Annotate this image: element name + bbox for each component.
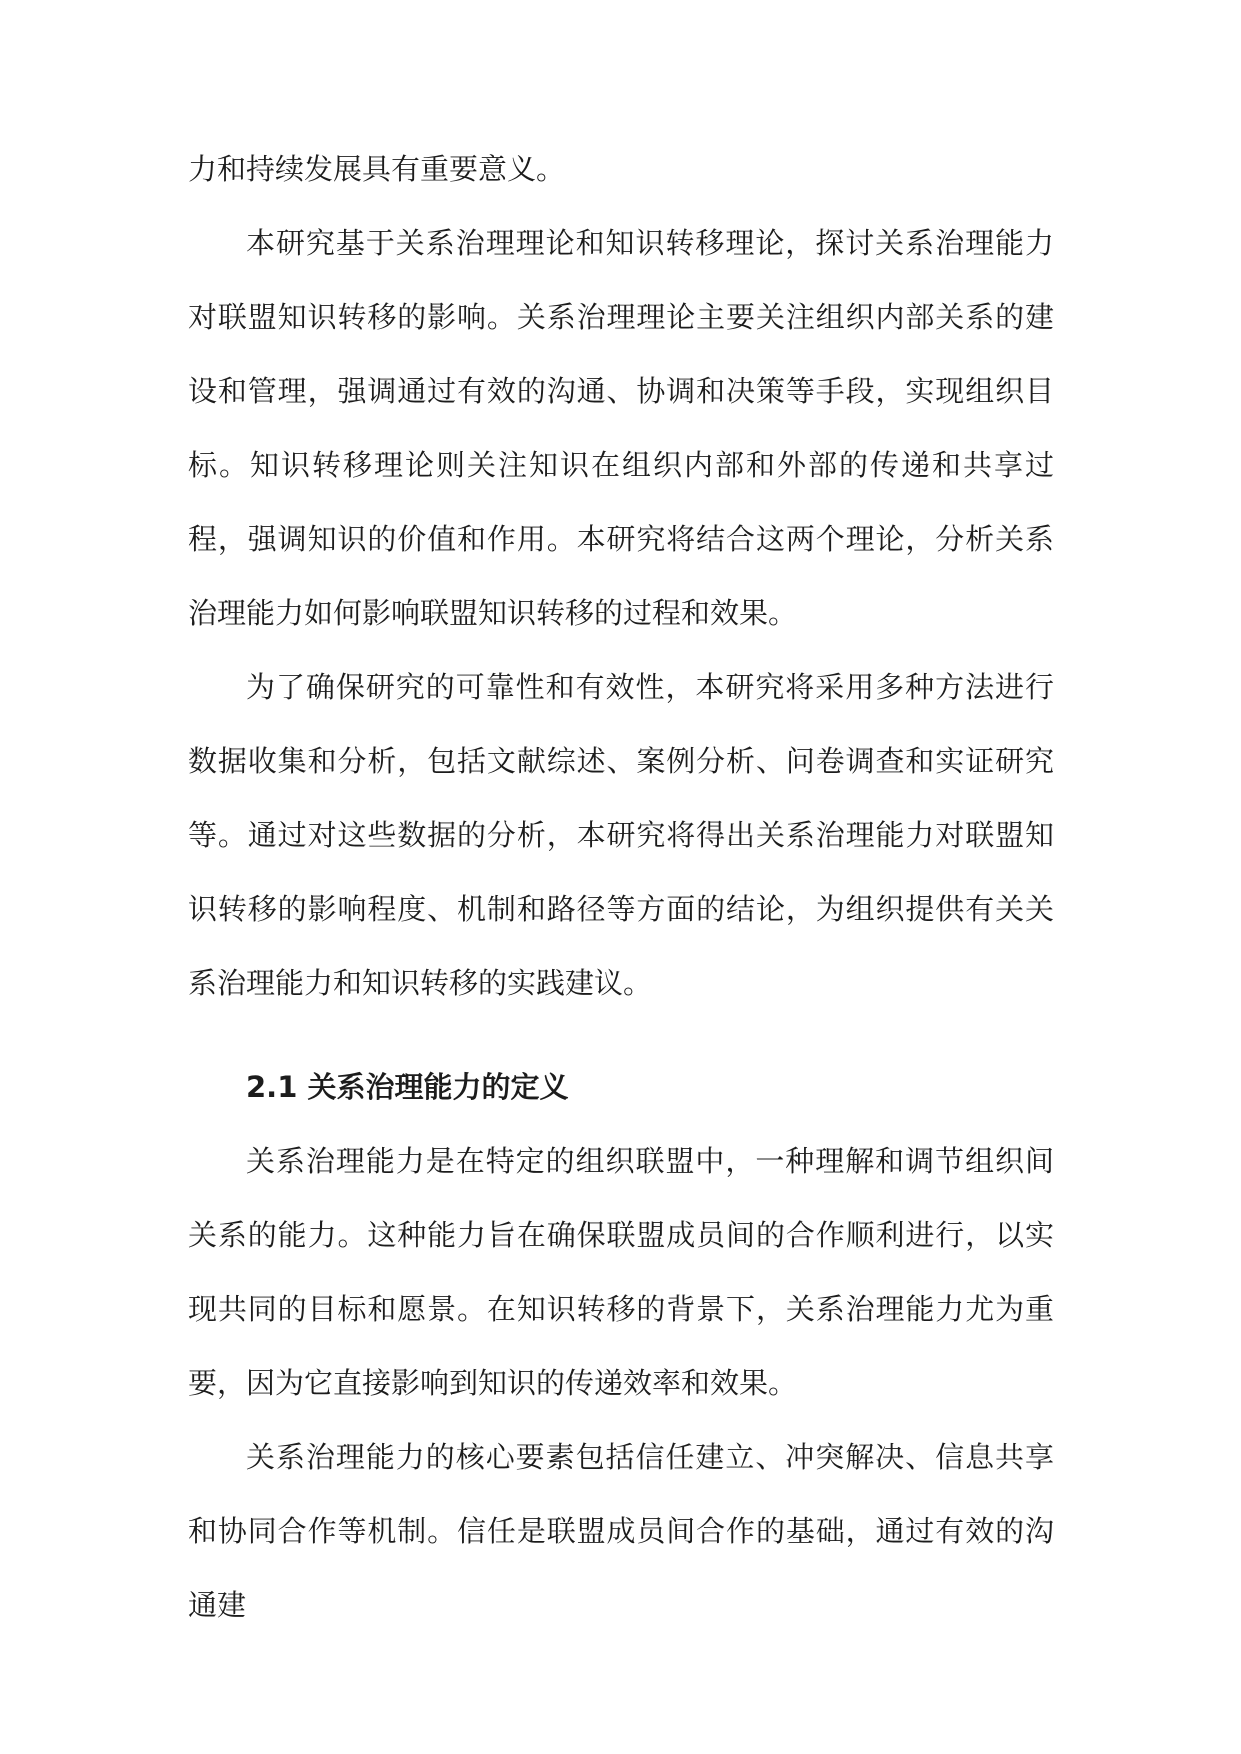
paragraph-definition: 关系治理能力是在特定的组织联盟中，一种理解和调节组织间关系的能力。这种能力旨在确保联盟成员间的合作顺利进行，以实现共同的目标和愿景。在知识转移的背景下，关系治理能力尤为重要，因为它直接影响到知识的传递效率和效果。: [188, 1144, 1054, 1400]
paragraph-continuation: 力和持续发展具有重要意义。: [188, 152, 566, 186]
paragraph-research-basis: 本研究基于关系治理理论和知识转移理论，探讨关系治理能力对联盟知识转移的影响。关系治理理论主要关注组织内部关系的建设和管理，强调通过有效的沟通、协调和决策等手段，实现组织目标。知识转移理论则关注知识在组织内部和外部的传递和共享过程，强调知识的价值和作用。本研究将结合这两个理论，分析关系治理能力如何影响联盟知识转移的过程和效果。: [188, 226, 1054, 630]
document-body: [188, 132, 1054, 1642]
paragraph-research-methods: 为了确保研究的可靠性和有效性，本研究将采用多种方法进行数据收集和分析，包括文献综述、案例分析、问卷调查和实证研究等。通过对这些数据的分析，本研究将得出关系治理能力对联盟知识转移的影响程度、机制和路径等方面的结论，为组织提供有关关系治理能力和知识转移的实践建议。: [188, 670, 1054, 1000]
paragraph-core-elements: 关系治理能力的核心要素包括信任建立、冲突解决、信息共享和协同合作等机制。信任是联盟成员间合作的基础，通过有效的沟通建: [188, 1440, 1054, 1622]
section-heading: 2.1 关系治理能力的定义: [246, 1070, 569, 1104]
